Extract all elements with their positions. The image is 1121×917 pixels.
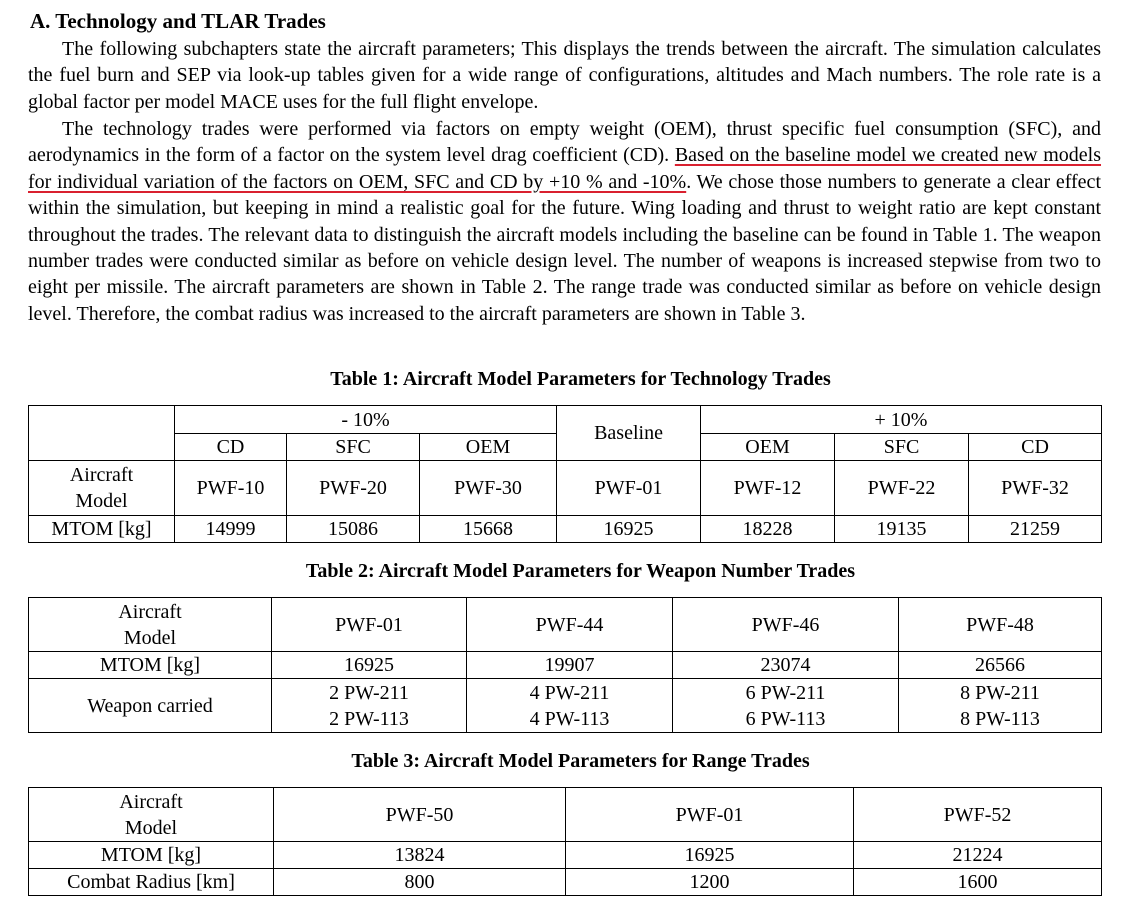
weapon-line: 6 PW-211: [745, 681, 826, 704]
table3-radius: 800: [274, 869, 566, 896]
table3-model: PWF-01: [566, 788, 854, 842]
table3-row-label-model: [29, 788, 274, 842]
paragraph-2: [28, 116, 1101, 327]
underlined-sentence: Based on the baseline model we created new models for individual variation of the factors on OEM, SFC and CD by +10 % and -10%: [28, 144, 1102, 193]
label-line: Aircraft: [118, 600, 182, 623]
table1-mtom: 21259: [969, 516, 1102, 543]
table1-caption: Table 1: Aircraft Model Parameters for Technology Trades: [330, 368, 831, 390]
label-line: Aircraft: [69, 464, 134, 486]
table1-factor: OEM: [420, 434, 557, 461]
table1-group-minus: - 10%: [175, 406, 557, 434]
table3-caption: Table 3: Aircraft Model Parameters for Range Trades: [351, 750, 810, 772]
weapon-line: 8 PW-211: [960, 681, 1040, 704]
table1-mtom: 14999: [175, 516, 287, 543]
table1-model: PWF-22: [835, 461, 969, 516]
label-line: Model: [124, 816, 178, 839]
table2-weapon-cell: [467, 679, 673, 733]
table2-weapon-cell: [899, 679, 1102, 733]
table1-row-label-model: [29, 461, 175, 516]
table2-model: PWF-01: [272, 598, 467, 652]
table3-row-label-radius: Combat Radius [km]: [29, 869, 274, 896]
table3-mtom: 21224: [854, 842, 1102, 869]
table1-factor: OEM: [701, 434, 835, 461]
table1-model: PWF-01: [557, 461, 701, 516]
table2-model: PWF-44: [467, 598, 673, 652]
label-line: Aircraft: [119, 790, 183, 813]
table1-group-plus: + 10%: [701, 406, 1102, 434]
table1-factor: CD: [969, 434, 1102, 461]
technology-trades-table: [28, 405, 1102, 543]
table1-factor: SFC: [835, 434, 969, 461]
table3-model: PWF-50: [274, 788, 566, 842]
label-line: Model: [123, 626, 177, 649]
table1-factor: SFC: [287, 434, 420, 461]
table1-row-label-mtom: MTOM [kg]: [29, 516, 175, 543]
table2-caption: Table 2: Aircraft Model Parameters for Weapon Number Trades: [305, 560, 856, 582]
weapon-line: 8 PW-113: [960, 707, 1040, 730]
weapon-line: 2 PW-211: [329, 681, 409, 704]
table2-weapon-cell: [673, 679, 899, 733]
table3-radius: 1600: [854, 869, 1102, 896]
table2-row-label-mtom: MTOM [kg]: [29, 652, 272, 679]
table1-model: PWF-32: [969, 461, 1102, 516]
table3-mtom: 16925: [566, 842, 854, 869]
section-heading: A. Technology and TLAR Trades: [30, 9, 326, 33]
table1-model: PWF-10: [175, 461, 287, 516]
table1-model: PWF-30: [420, 461, 557, 516]
table1-corner-cell: [29, 406, 175, 461]
table2-weapon-cell: [272, 679, 467, 733]
weapon-trades-table: [28, 597, 1102, 733]
table2-mtom: 16925: [272, 652, 467, 679]
table1-model: PWF-20: [287, 461, 420, 516]
table1-mtom: 15086: [287, 516, 420, 543]
table2-model: PWF-46: [673, 598, 899, 652]
table1-group-baseline: Baseline: [557, 406, 701, 461]
table3-radius: 1200: [566, 869, 854, 896]
table2-mtom: 19907: [467, 652, 673, 679]
table2-mtom: 23074: [673, 652, 899, 679]
table3-model: PWF-52: [854, 788, 1102, 842]
weapon-line: 4 PW-211: [529, 681, 610, 704]
table2-row-label-weapon: Weapon carried: [29, 679, 272, 733]
table2-row-label-model: [29, 598, 272, 652]
weapon-line: 4 PW-113: [529, 707, 610, 730]
table1-mtom: 16925: [557, 516, 701, 543]
table2-model: PWF-48: [899, 598, 1102, 652]
label-line: Model: [75, 490, 128, 512]
table2-mtom: 26566: [899, 652, 1102, 679]
table1-model: PWF-12: [701, 461, 835, 516]
paragraph-2-rest: . We chose those numbers to generate a clear effect within the simulation, but keeping in mind a realistic goal for the future. Wing loading and thrust to weight ratio are kept constant throughout the trades. The relevant data to distinguish the aircraft models including the baseline can be found in Table 1. The weapon number trades were conducted similar as before on vehicle design level. The number of weapons is increased stepwise from two to eight per missile. The aircraft parameters are shown in Table 2. The range trade was conducted similar as before on vehicle design level. Therefore, the combat radius was increased to the aircraft parameters are shown in Table 3.: [28, 170, 1101, 325]
table1-factor: CD: [175, 434, 287, 461]
range-trades-table: [28, 787, 1102, 896]
table3-mtom: 13824: [274, 842, 566, 869]
weapon-line: 6 PW-113: [745, 707, 826, 730]
table1-mtom: 15668: [420, 516, 557, 543]
table3-row-label-mtom: MTOM [kg]: [29, 842, 274, 869]
table1-mtom: 19135: [835, 516, 969, 543]
weapon-line: 2 PW-113: [329, 707, 409, 730]
table1-mtom: 18228: [701, 516, 835, 543]
paragraph-1: The following subchapters state the aircraft parameters; This displays the trends between the aircraft. The simulation calculates the fuel burn and SEP via look-up tables given for a wide range of configurations, altitudes and Mach numbers. The role rate is a global factor per model MACE uses for the full flight envelope.: [28, 38, 1101, 113]
paragraph-2-intro: The technology trades were performed via factors on empty weight (OEM), thrust specific fuel consumption (SFC), and aerodynamics in the form of a factor on the system level drag coefficient (CD).: [28, 118, 1101, 167]
